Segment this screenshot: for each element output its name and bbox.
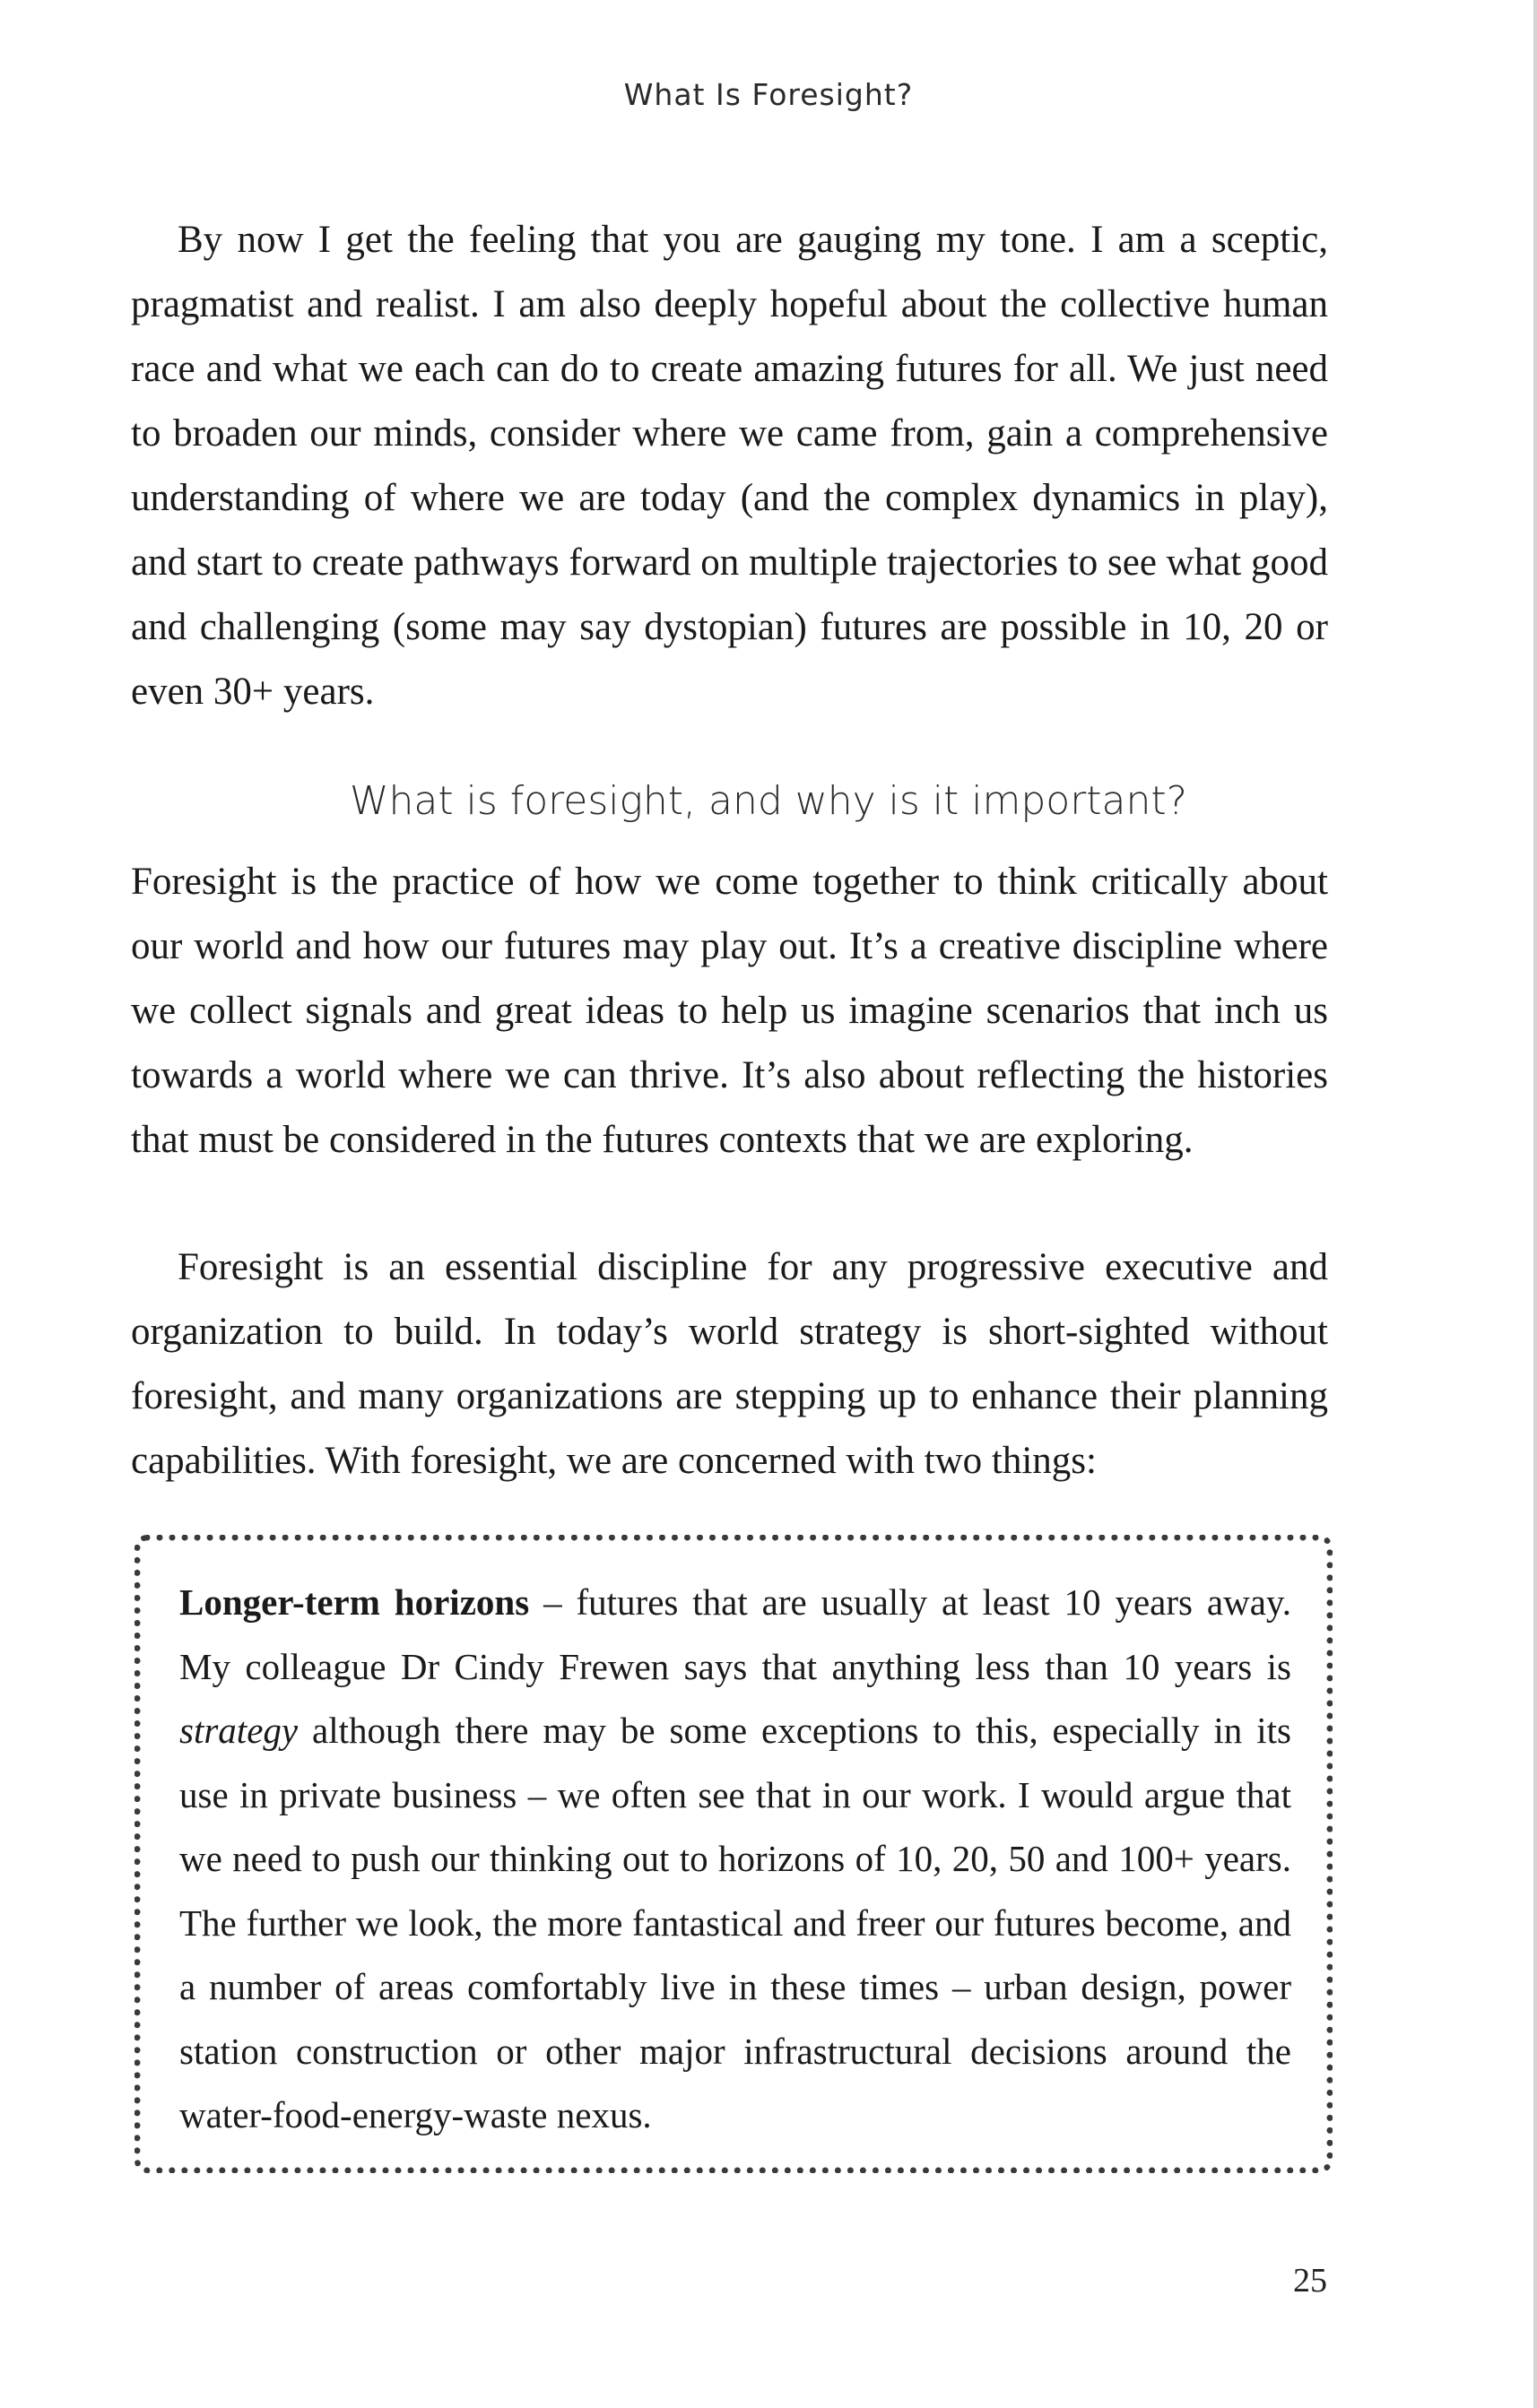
page-edge-shadow <box>1533 0 1537 2408</box>
intro-paragraph: By now I get the feeling that you are gauging my tone. I am a sceptic, pragmatist and realist. I am also deeply hopeful about the collective human race and what we each can do to create amazing futures for all. We just need to broaden our minds, consider where we came from, gain a comprehensive understanding of where we are today (and the complex dynamics in play), and start to create pathways forward on multiple trajectories to see what good and challenging (some may say dystopian) futures are possible in 10, 20 or even 30+ years. <box>131 219 1328 713</box>
running-header: What Is Foresight? <box>623 77 914 112</box>
callout-text <box>179 1571 1291 2148</box>
section-heading: What is foresight, and why is it important? <box>350 778 1187 824</box>
page-number: 25 <box>1293 2262 1327 2300</box>
callout-term: Longer-term horizons <box>179 1581 530 1623</box>
callout-text-part-1: – futures that are usually at least 10 years away. My colleague Dr Cindy Frewen says that anything less than 10 years is <box>179 1581 1291 1687</box>
section-paragraph-2: Foresight is an essential discipline for any progressive executive and organization to build. In today’s world strategy is short-sighted without foresight, and many organizations are stepping up to enhance their planning capabilities. With foresight, we are concerned with two things: <box>131 1246 1328 1482</box>
callout-text-part-2: although there may be some exceptions to this, especially in its use in private business – we often see that in our work. I would argue that we need to push our thinking out to horizons of 10, 20, 50 and 100+ years. The further we look, the more fantastical and freer our futures become, and a number of areas comfortably live in these times – urban design, power station construction or other major infrastructural decisions around the water-food-energy-waste nexus. <box>179 1710 1291 2135</box>
section-paragraph-1: Foresight is the practice of how we come together to think critically about our world and how our futures may play out. It’s a creative discipline where we collect signals and great ideas to help us imagine scenarios that inch us towards a world where we can thrive. It’s also about reflecting the histories that must be considered in the futures contexts that we are exploring. <box>131 861 1328 1161</box>
callout-italic-word: strategy <box>179 1710 299 1751</box>
